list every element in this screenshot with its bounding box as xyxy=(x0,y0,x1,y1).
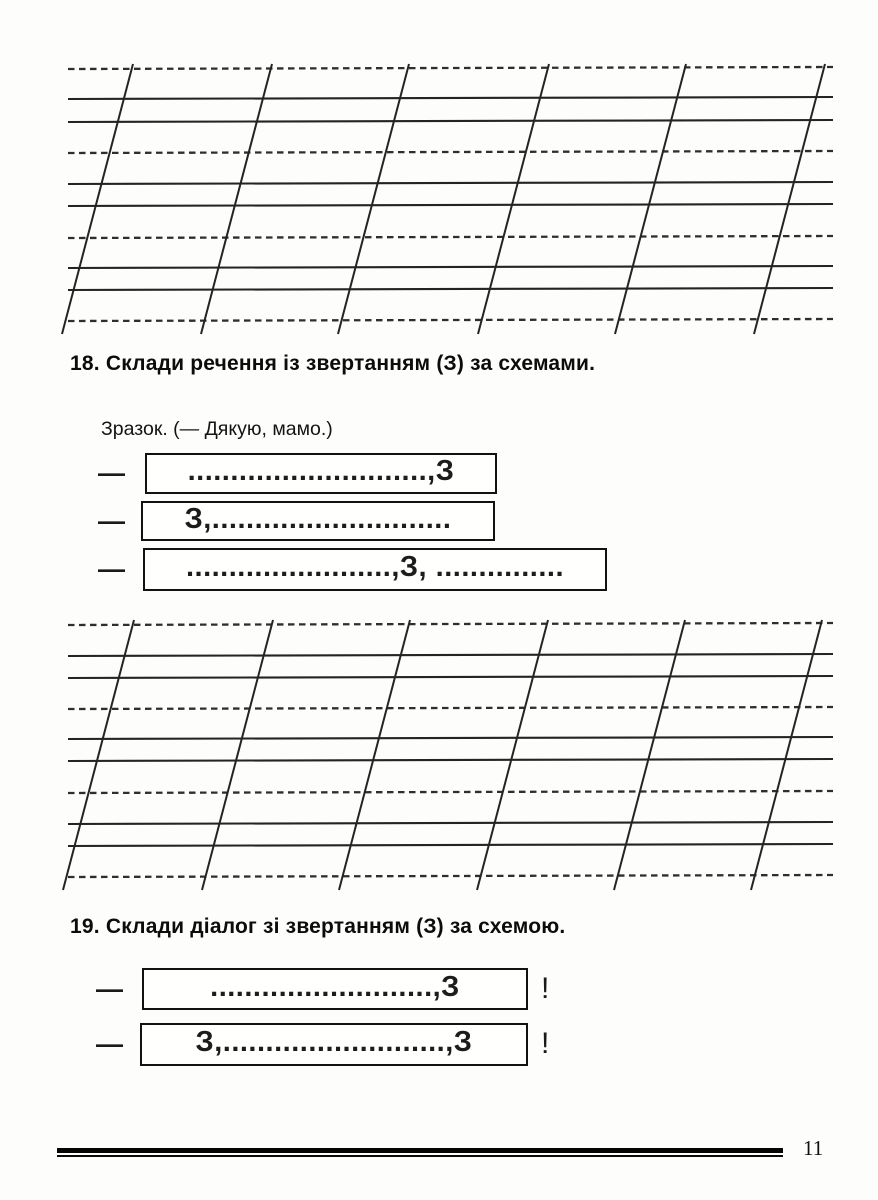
scheme-box xyxy=(140,1023,528,1066)
ruling-solid-line xyxy=(68,737,833,739)
ruling-solid-line xyxy=(68,266,833,268)
task18-heading: 18. Склади речення із звертанням (З) за схемами. xyxy=(70,352,596,375)
ruling-dashed-line xyxy=(68,707,833,709)
ruling-oblique-line xyxy=(754,64,825,334)
practice-grid-middle xyxy=(0,616,878,906)
scheme-box xyxy=(143,548,607,591)
ruling-dashed-line xyxy=(68,623,833,625)
page-number: 11 xyxy=(803,1136,824,1160)
ruling-oblique-line xyxy=(477,620,548,890)
dialogue-dash: — xyxy=(96,973,123,1004)
scheme-box xyxy=(141,501,495,541)
ruling-oblique-line xyxy=(339,620,410,890)
footer-divider-thin-line xyxy=(57,1155,783,1157)
ruling-solid-line xyxy=(68,759,833,761)
ruling-solid-line xyxy=(68,844,833,846)
scheme-box xyxy=(142,968,528,1010)
scheme-text: З,............................ xyxy=(184,502,452,535)
dialogue-dash: — xyxy=(98,505,125,536)
ruling-oblique-line xyxy=(751,620,822,890)
ruling-dashed-line xyxy=(68,319,833,321)
exclamation-mark: ! xyxy=(541,972,550,1005)
ruling-solid-line xyxy=(68,654,833,656)
footer-divider xyxy=(57,1148,783,1157)
ruling-dashed-line xyxy=(68,67,833,69)
scheme-text: ........................,З, ............... xyxy=(185,550,565,583)
ruling-solid-line xyxy=(68,120,833,122)
ruling-solid-line xyxy=(68,204,833,206)
ruling-solid-line xyxy=(68,182,833,184)
scheme-text: З,..........................,З xyxy=(195,1025,473,1058)
ruling-solid-line xyxy=(68,822,833,824)
ruling-oblique-line xyxy=(478,64,549,334)
ruling-solid-line xyxy=(68,97,833,99)
ruling-oblique-line xyxy=(202,620,273,890)
ruling-oblique-line xyxy=(338,64,409,334)
ruling-oblique-line xyxy=(615,64,686,334)
scheme-box xyxy=(145,453,497,494)
ruling-oblique-line xyxy=(62,64,133,334)
ruling-dashed-line xyxy=(68,151,833,153)
dialogue-dash: — xyxy=(98,457,125,488)
ruling-solid-line xyxy=(68,288,833,290)
ruling-oblique-line xyxy=(614,620,685,890)
dialogue-dash: — xyxy=(98,553,125,584)
ruling-oblique-line xyxy=(63,620,134,890)
exclamation-mark: ! xyxy=(541,1027,550,1060)
dialogue-dash: — xyxy=(96,1028,123,1059)
ruling-dashed-line xyxy=(68,875,833,877)
ruling-oblique-line xyxy=(201,64,272,334)
task18-example: Зразок. (— Дякую, мамо.) xyxy=(101,418,333,440)
scheme-text: ............................,З xyxy=(187,454,455,487)
task19-heading: 19. Склади діалог зі звертанням (З) за схемою. xyxy=(70,915,566,938)
footer-divider-thick-line xyxy=(57,1148,783,1153)
practice-grid-top xyxy=(0,56,878,346)
ruling-dashed-line xyxy=(68,236,833,238)
ruling-solid-line xyxy=(68,676,833,678)
ruling-dashed-line xyxy=(68,791,833,793)
scheme-text: ..........................,З xyxy=(210,970,460,1003)
